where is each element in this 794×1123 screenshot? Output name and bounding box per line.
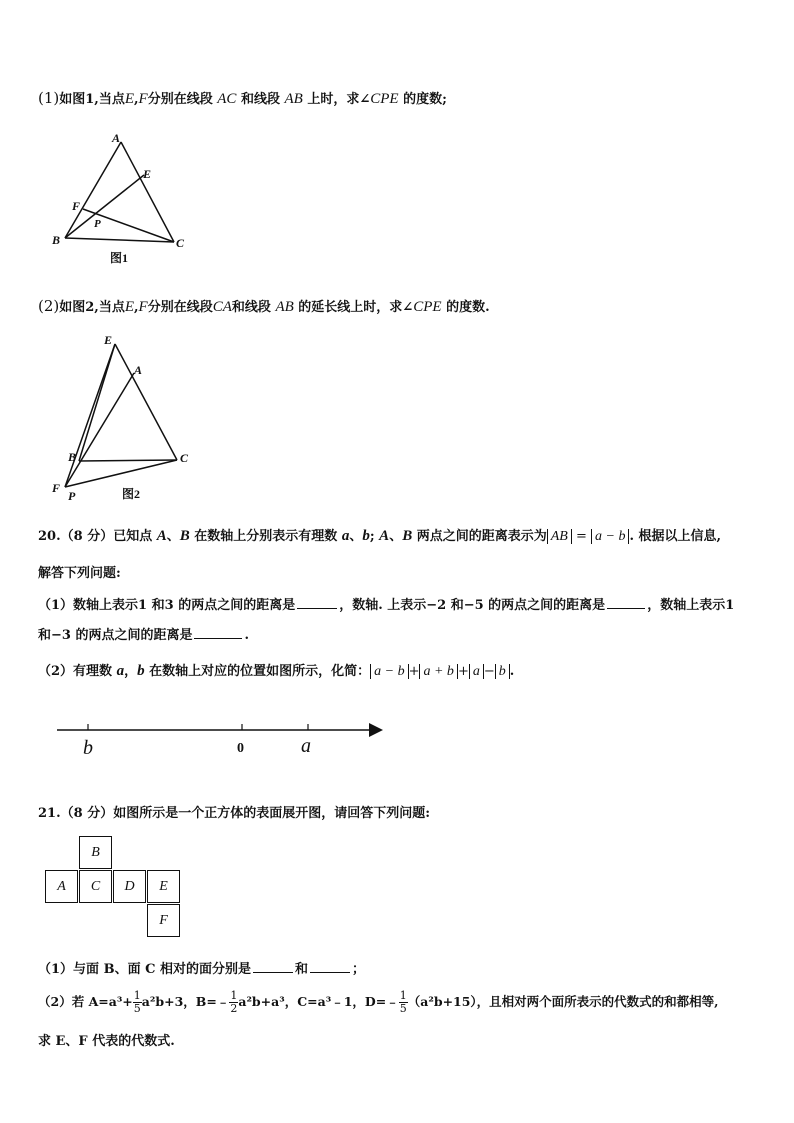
- text: .: [244, 628, 249, 643]
- q20-part1-cont: [38, 624, 249, 643]
- label-b: B: [68, 450, 77, 464]
- fraction-1-5b: [399, 990, 408, 1015]
- expr-b-tail: a²b+a³，: [238, 994, 298, 1009]
- label-f: F: [72, 199, 81, 213]
- var-cpe: CPE: [413, 299, 442, 315]
- var: A: [379, 528, 390, 544]
- var-f: F: [138, 299, 148, 315]
- segment-bc: [79, 460, 177, 461]
- var-ab: AB: [284, 91, 303, 107]
- net-cell-b: B: [79, 836, 112, 869]
- var: B: [179, 528, 190, 544]
- figure-1-caption: 图1: [110, 251, 129, 265]
- label-f: F: [52, 481, 61, 495]
- q19-part1-text: [38, 88, 447, 108]
- q21-part1: [38, 958, 365, 977]
- q21-part2: [38, 990, 719, 1015]
- abs-expr: a + b: [419, 664, 457, 679]
- part-label: (1): [38, 89, 60, 107]
- label-c: C: [180, 451, 189, 465]
- text: ;: [369, 529, 380, 544]
- text: 20.（8 分）已知点: [38, 529, 157, 544]
- text: 和线段: [240, 92, 280, 107]
- text: 和−3 的两点之间的距离是: [38, 628, 193, 643]
- answer-blank-4[interactable]: [253, 971, 293, 973]
- abs-expr: b: [495, 664, 510, 679]
- part-label: (2): [38, 297, 60, 315]
- numerator: 1: [399, 989, 407, 1002]
- text: 的延长线上时，求∠: [298, 300, 414, 315]
- net-cell-a: A: [45, 870, 78, 903]
- text: 的度数;: [403, 92, 447, 107]
- var: A: [156, 528, 167, 544]
- text: 和线段: [231, 300, 271, 315]
- fraction-1-5: [133, 990, 142, 1015]
- expr-a: A=a³+: [88, 994, 133, 1009]
- var-cpe: CPE: [370, 91, 399, 107]
- expr-d-tail: （a²b+15），且相对两个面所表示的代数式的和都相等,: [407, 994, 719, 1009]
- var-ca: CA: [212, 299, 232, 315]
- q20-part1: [38, 594, 734, 613]
- cube-net: [45, 836, 185, 940]
- q21-stem: 21.（8 分）如图所示是一个正方体的表面展开图，请回答下列问题:: [38, 806, 430, 821]
- var: a: [341, 528, 350, 544]
- var-ab: AB: [275, 299, 294, 315]
- answer-blank-3[interactable]: [194, 637, 242, 639]
- text: 和: [295, 962, 309, 977]
- abs-a-minus-b: a − b: [591, 529, 629, 544]
- q21-last-line: 求 E、F 代表的代数式.: [38, 1034, 175, 1049]
- text: ，数轴. 上表示−2 和−5 的两点之间的距离是: [339, 598, 606, 613]
- label-c: C: [176, 236, 185, 250]
- abs-expr: a: [469, 664, 484, 679]
- var: b: [137, 663, 145, 679]
- text: 如图2,当点: [59, 300, 125, 315]
- net-cell-c: C: [79, 870, 112, 903]
- segment-ac: [121, 142, 174, 242]
- text: 、: [389, 529, 403, 544]
- op: +: [457, 664, 469, 679]
- text: ，数轴上表示1: [647, 598, 735, 613]
- text: 在数轴上对应的位置如图所示，化简：: [144, 664, 371, 679]
- q20-part2: [38, 660, 514, 680]
- var-e: E: [124, 299, 134, 315]
- segment-bc: [65, 238, 174, 242]
- var: a: [116, 663, 125, 679]
- text: ；: [352, 962, 366, 977]
- op: −: [483, 664, 495, 679]
- net-cell-d: D: [113, 870, 146, 903]
- q19-part2-text: [38, 296, 490, 316]
- label-a: A: [134, 363, 143, 377]
- label-p: P: [94, 218, 101, 230]
- abs-ab: AB: [547, 529, 572, 544]
- text: （2）有理数: [38, 664, 117, 679]
- segment-ec: [115, 344, 177, 460]
- expr-c: C=a³﹣1，: [297, 994, 365, 1009]
- text: （1）与面: [38, 962, 104, 977]
- denominator: 5: [399, 1002, 407, 1015]
- denominator: 2: [230, 1002, 238, 1015]
- answer-blank-2[interactable]: [607, 607, 645, 609]
- q20-stem: [38, 525, 721, 545]
- figure-1-triangle: [48, 130, 198, 270]
- text: （2）若: [38, 994, 89, 1009]
- text: 、: [166, 529, 180, 544]
- var: b: [362, 528, 370, 544]
- numerator: 1: [230, 989, 238, 1002]
- text: 、面: [114, 962, 146, 977]
- op: +: [408, 664, 420, 679]
- number-line: [55, 712, 390, 762]
- expr-b: B=﹣: [195, 994, 230, 1009]
- arrow-right-icon: [369, 723, 383, 737]
- label-e: E: [104, 333, 113, 347]
- abs-expr: a − b: [370, 664, 408, 679]
- var-ac: AC: [217, 91, 237, 107]
- numerator: 1: [133, 989, 141, 1002]
- text: 分别在线段: [147, 300, 213, 315]
- var-e: E: [124, 91, 134, 107]
- text: ,: [134, 92, 139, 107]
- text: 上时，求∠: [307, 92, 371, 107]
- expr-a-tail: a²b+3，: [141, 994, 196, 1009]
- text: 如图1,当点: [59, 92, 125, 107]
- text: 分别在线段: [147, 92, 213, 107]
- label-e: E: [143, 167, 152, 181]
- var: C: [145, 962, 156, 977]
- var-f: F: [138, 91, 148, 107]
- answer-blank-1[interactable]: [297, 607, 337, 609]
- denominator: 5: [133, 1002, 141, 1015]
- label-zero: 0: [237, 741, 244, 756]
- text: 两点之间的距离表示为: [412, 529, 547, 544]
- label-a: a: [301, 735, 311, 757]
- net-cell-e: E: [147, 870, 180, 903]
- text: 的度数.: [446, 300, 490, 315]
- label-b: B: [52, 233, 61, 247]
- text: .: [509, 664, 515, 679]
- expr-d: D=﹣: [364, 994, 399, 1009]
- label-b: b: [83, 737, 93, 759]
- net-cell-f: F: [147, 904, 180, 937]
- text: （1）数轴上表示1 和3 的两点之间的距离是: [38, 598, 296, 613]
- q20-line2: 解答下列问题:: [38, 566, 121, 581]
- segment-ab: [65, 142, 121, 238]
- text: . 根据以上信息,: [629, 529, 722, 544]
- label-a: A: [112, 131, 121, 145]
- text: =: [571, 529, 592, 544]
- figure-2-triangle: [46, 330, 206, 505]
- text: 、: [349, 529, 363, 544]
- var: B: [103, 962, 115, 977]
- segment-fc: [65, 460, 177, 487]
- figure-2-caption: 图2: [122, 487, 141, 501]
- fraction-1-2: [229, 990, 238, 1015]
- text: 在数轴上分别表示有理数: [189, 529, 342, 544]
- text: ，: [124, 664, 138, 679]
- answer-blank-5[interactable]: [310, 971, 350, 973]
- text: 相对的面分别是: [155, 962, 251, 977]
- text: ,: [134, 300, 139, 315]
- label-p: P: [68, 489, 76, 503]
- var: B: [402, 528, 413, 544]
